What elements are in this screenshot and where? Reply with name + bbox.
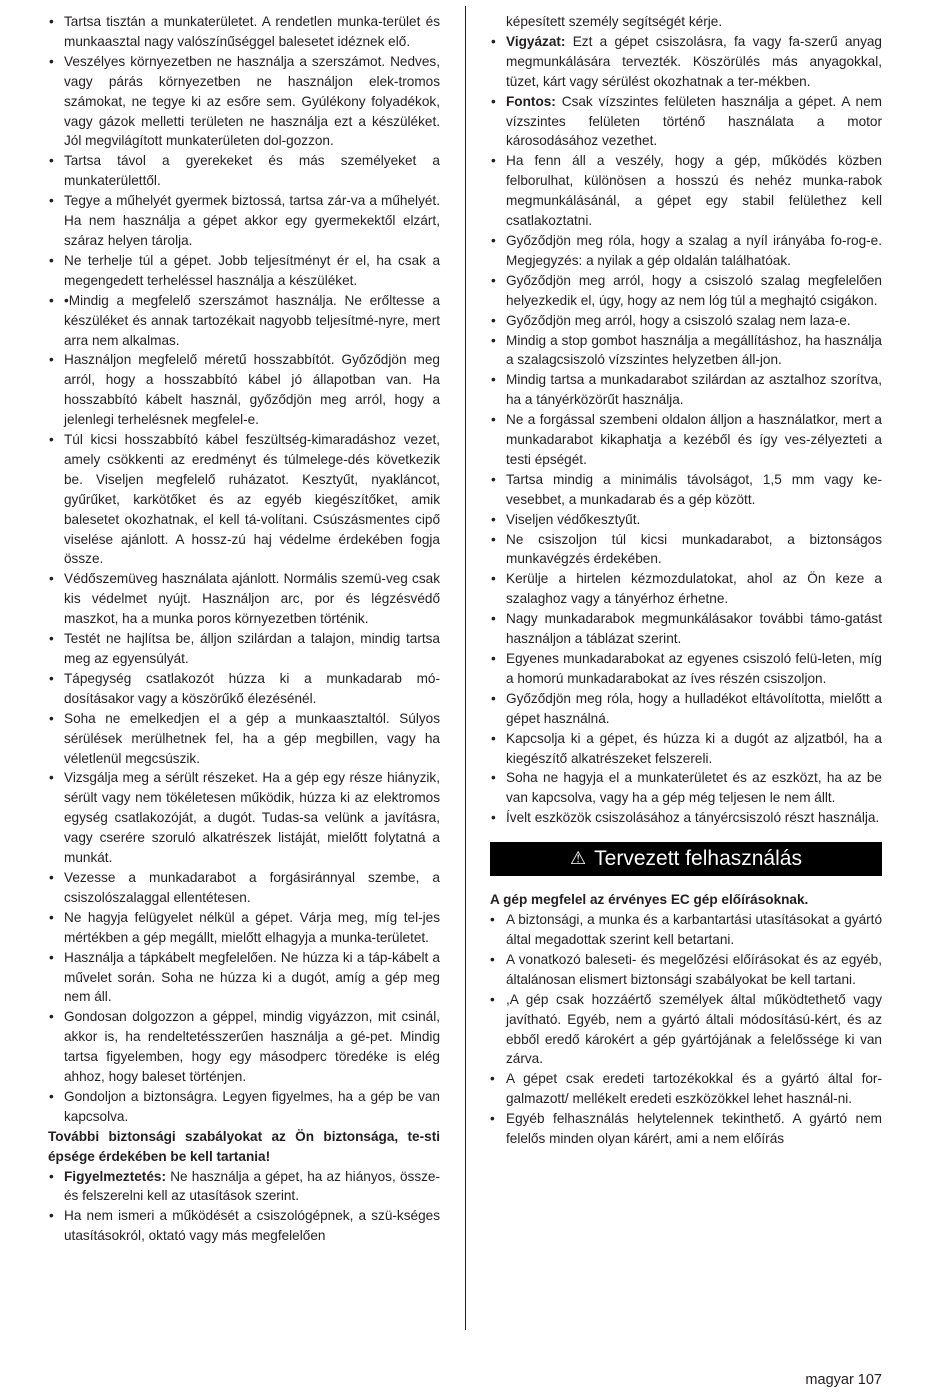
list-item [48, 1206, 440, 1246]
extra-rules-heading: További biztonsági szabályokat az Ön biztonsága, te-sti épsége érdekében be kell tartania! [48, 1128, 440, 1164]
list-item: • Mindig a stop gombot használja a megállításhoz, ha használja a szalagcsiszoló vízszintes helyzetben áll-jon. [490, 331, 882, 371]
bullet-mark: • [490, 1111, 495, 1127]
list-item: • Tegye a műhelyét gyermek biztossá, tartsa zár-va a műhelyét. Ha nem használja a gépet akkor egy gyermekektől elzárt, száraz helyen tárolja. [48, 191, 440, 251]
safety-list-left [48, 12, 440, 1127]
list-item: • Egyenes munkadarabokat az egyenes csiszoló felü-leten, míg a homorú munkadarabokat az íves részén csiszoljon. [490, 649, 882, 689]
list-item: • Győződjön meg arról, hogy a csiszoló szalag megfelelően helyezkedik el, úgy, hogy az nem lóg túl a meghajtó csigákon. [490, 271, 882, 311]
item-text: Ezt a gépet csiszolásra, fa vagy fa-szerű anyag megmunkálására tervezték. Köszörülés más anyagokkal, tüzet, kárt vagy sérülést okozhatnak a ter-mékben. [506, 33, 882, 89]
item-label: Fontos: [506, 93, 556, 109]
list-item: • Mindig tartsa a munkadarabot szilárdan az asztalhoz szorítva, ha a tányérközörűt használja. [490, 370, 882, 410]
item-text: ,A gép csak hozzáértő személyek által működtethető vagy javítható. Egyéb, nem a gyártó általi módosítású-kért, és az ebből eredő károkért a gép gyártójának a felelőssége ki van zárva. [506, 991, 882, 1067]
list-item: • Védőszemüveg használata ajánlott. Normális szemü-veg csak kis védelmet nyújt. Használjon arc, por és légzésvédő maszkot, ha a munka poros környezetben történik. [48, 569, 440, 629]
list-item: • Győződjön meg róla, hogy a szalag a nyíl irányába fo-rog-e. Megjegyzés: a nyilak a gép oldalán találhatóak. [490, 231, 882, 271]
list-item [490, 990, 882, 1070]
list-item: • Tartsa mindig a minimális távolságot, 1,5 mm vagy ke-vesebbet, a munkadarab és a gép között. [490, 470, 882, 510]
list-item: • •Mindig a megfelelő szerszámot használja. Ne erőltesse a készüléket és annak tartozékait nagyobb teljesítmé-nyre, mert arra nem alkalmas. [48, 291, 440, 351]
list-item [490, 1069, 882, 1109]
item-text: Egyéb felhasználás helytelennek tekinthető. A gyártó nem felelős minden olyan kárért, ami a nem előírás [506, 1111, 882, 1147]
list-item: • Tápegység csatlakozót húzza ki a munkadarab mó-dosításakor vagy a köszörűkő élezésénél. [48, 669, 440, 709]
list-item: • Viseljen védőkesztyűt. [490, 510, 882, 530]
page-number: magyar 107 [805, 1372, 882, 1388]
bullet-mark: • [490, 1071, 495, 1087]
list-item: • Soha ne hagyja el a munkaterületet és az eszközt, ha az be van kapcsolva, vagy ha a gép még teljesen le nem állt. [490, 768, 882, 808]
left-column [48, 12, 440, 1246]
list-item: • Ne hagyja felügyelet nélkül a gépet. Várja meg, míg tel-jes mértékben a gép megállt, mielőtt elhagyja a munka-területet. [48, 908, 440, 948]
list-item [490, 32, 882, 92]
section-header-intended-use [490, 842, 882, 876]
list-item: • Győződjön meg róla, hogy a hulladékot eltávolította, mielőtt a gépet használná. [490, 689, 882, 729]
item-text: Ha nem ismeri a működését a csiszológépnek, a szü-kséges utasításokról, oktató vagy más megfelelően [64, 1208, 440, 1244]
item-label: Vigyázat: [506, 33, 566, 49]
list-item [490, 1109, 882, 1149]
continuation-text: képesített személy segítségét kérje. [506, 14, 723, 29]
extra-rules-list [48, 1167, 440, 1247]
bullet-mark: • [490, 912, 495, 928]
list-item: • Gondosan dolgozzon a géppel, mindig vigyázzon, mit csinál, akkor is, ha rendeltetésszerűen használja a gé-pet. Mindig tartsa figyelemben, hogy egy másodperc töredéke is elég ahhoz, hogy baleset történjen. [48, 1007, 440, 1087]
item-text: A vonatkozó baleseti- és megelőzési előírásokat és az egyéb, általánosan elismert biztonsági szabályokat be kell tartani. [506, 951, 882, 987]
list-item [490, 910, 882, 950]
list-item: • Vezesse a munkadarabot a forgásiránnyal szembe, a csiszolószalaggal ellentétesen. [48, 868, 440, 908]
list-item: • Kapcsolja ki a gépet, és húzza ki a dugót az aljzatból, ha a kiegészítő alkatrészeket felszereli. [490, 729, 882, 769]
item-text: A biztonsági, a munka és a karbantartási utasításokat a gyártó által megadottak szerint kell betartani. [506, 912, 882, 947]
list-item: • Tartsa távol a gyerekeket és más személyeket a munkaterülettől. [48, 151, 440, 191]
item-label: Figyelmeztetés: [64, 1168, 166, 1184]
list-item: • Túl kicsi hosszabbító kábel feszültség-kimaradáshoz vezet, amely csökkenti az eredményt és túlmelege-dés következik be. Viseljen megfelelő ruházatot. Kesztyűt, nyakláncot, gyűrűket, karkötőket és az egyéb kiegészítőket, amik balesetet okozhatnak, el kell tá-volítani. Csúszásmentes cipő viselése ajánlott. A hossz-zú haj védelme érdekében fogja össze. [48, 430, 440, 569]
bullet-mark: • [490, 991, 495, 1007]
column-divider [465, 6, 466, 1330]
item-text: Ne használja a gépet, ha az hiányos, össze- és felszerelni kell az utasítások szerint. [64, 1168, 440, 1204]
warning-icon: ⚠ [570, 848, 587, 869]
item-text: Csak vízszintes felületen használja a gépet. A nem vízszintes felületen történő használata a motor károsodásához vezethet. [506, 93, 882, 149]
intended-use-list [490, 910, 882, 1149]
list-item: • Kerülje a hirtelen kézmozdulatokat, ahol az Ön keze a szalaghoz vagy a tányérhoz érhetne. [490, 569, 882, 609]
list-item: • Ne a forgással szembeni oldalon álljon a használatkor, mert a munkadarabot kikaphatja a kezéből és így ves-zélyezteti a testi épségét. [490, 410, 882, 470]
list-item: • Vizsgálja meg a sérült részeket. Ha a gép egy része hiányzik, sérült vagy nem tökéletesen működik, húzza ki az elektromos egység csatlakozóját, a dugót. Tudas-sa velünk a javításra, vagy cserére szoruló alkatrészek listáját, mielőtt folytatná a munkát. [48, 768, 440, 868]
bullet-mark: • [490, 951, 495, 967]
list-item: • Ha fenn áll a veszély, hogy a gép, működés közben felborulhat, különösen a hosszú és nehéz munka-rabok megmunkálásánál, a gépet egy stabil felülethez kell csatlakoztatni. [490, 151, 882, 231]
item-text: A gépet csak eredeti tartozékokkal és a gyártó által for-galmazott/ mellékelt eredeti eszközökkel lehet használ-ni. [506, 1071, 882, 1107]
list-item: • Gondoljon a biztonságra. Legyen figyelmes, ha a gép be van kapcsolva. [48, 1087, 440, 1127]
list-item [490, 950, 882, 990]
list-item: • Ne csiszoljon túl kicsi munkadarabot, a biztonságos munkavégzés érdekében. [490, 530, 882, 570]
section-title: Tervezett felhasználás [594, 847, 802, 871]
list-item: • Ne terhelje túl a gépet. Jobb teljesítményt ér el, ha csak a megengedett terheléssel használja a készüléket. [48, 251, 440, 291]
list-item: • Nagy munkadarabok megmunkálásakor további támo-gatást használjon a táblázat szerint. [490, 609, 882, 649]
list-item: • Győződjön meg arról, hogy a csiszoló szalag nem laza-e. [490, 311, 882, 331]
section-lead: A gép megfelel az érvényes EC gép előírásoknak. [490, 892, 809, 908]
list-item: • Tartsa tisztán a munkaterületet. A rendetlen munka-terület és munkaasztal nagy valószínűséggel balesetet idéznek elő. [48, 12, 440, 52]
right-column [490, 12, 882, 1149]
list-item: • Ívelt eszközök csiszolásához a tányércsiszoló részt használja. [490, 808, 882, 828]
list-item [48, 1167, 440, 1207]
list-item: • Használja a tápkábelt megfelelően. Ne húzza ki a táp-kábelt a művelet során. Soha ne húzza ki a dugót, amíg a gép meg nem áll. [48, 948, 440, 1008]
list-item: • Testét ne hajlítsa be, álljon szilárdan a talajon, mindig tartsa meg az egyensúlyát. [48, 629, 440, 669]
list-item: • Soha ne emelkedjen el a gép a munkaasztaltól. Súlyos sérülések merülhetnek fel, ha a gép megbillen, vagy ha véletlenül megcsúszik. [48, 709, 440, 769]
list-item: • Használjon megfelelő méretű hosszabbítót. Győződjön meg arról, hogy a hosszabbító kábel jó állapotban van. Ha hosszabbító kábelt használ, győződjön meg arról, hogy a jelenlegi terhelésnek megfelel-e. [48, 350, 440, 430]
list-item [490, 92, 882, 152]
safety-list-right [490, 12, 882, 828]
list-item: • Veszélyes környezetben ne használja a szerszámot. Nedves, vagy párás környezetben ne használjon elek-tromos számokat, ne tegye ki az esőre sem. Gyúlékony folyadékok, vagy gázok melletti területen ne használja ezt a készüléket. Jól megvilágított munkaterületen dol-gozzon. [48, 52, 440, 152]
